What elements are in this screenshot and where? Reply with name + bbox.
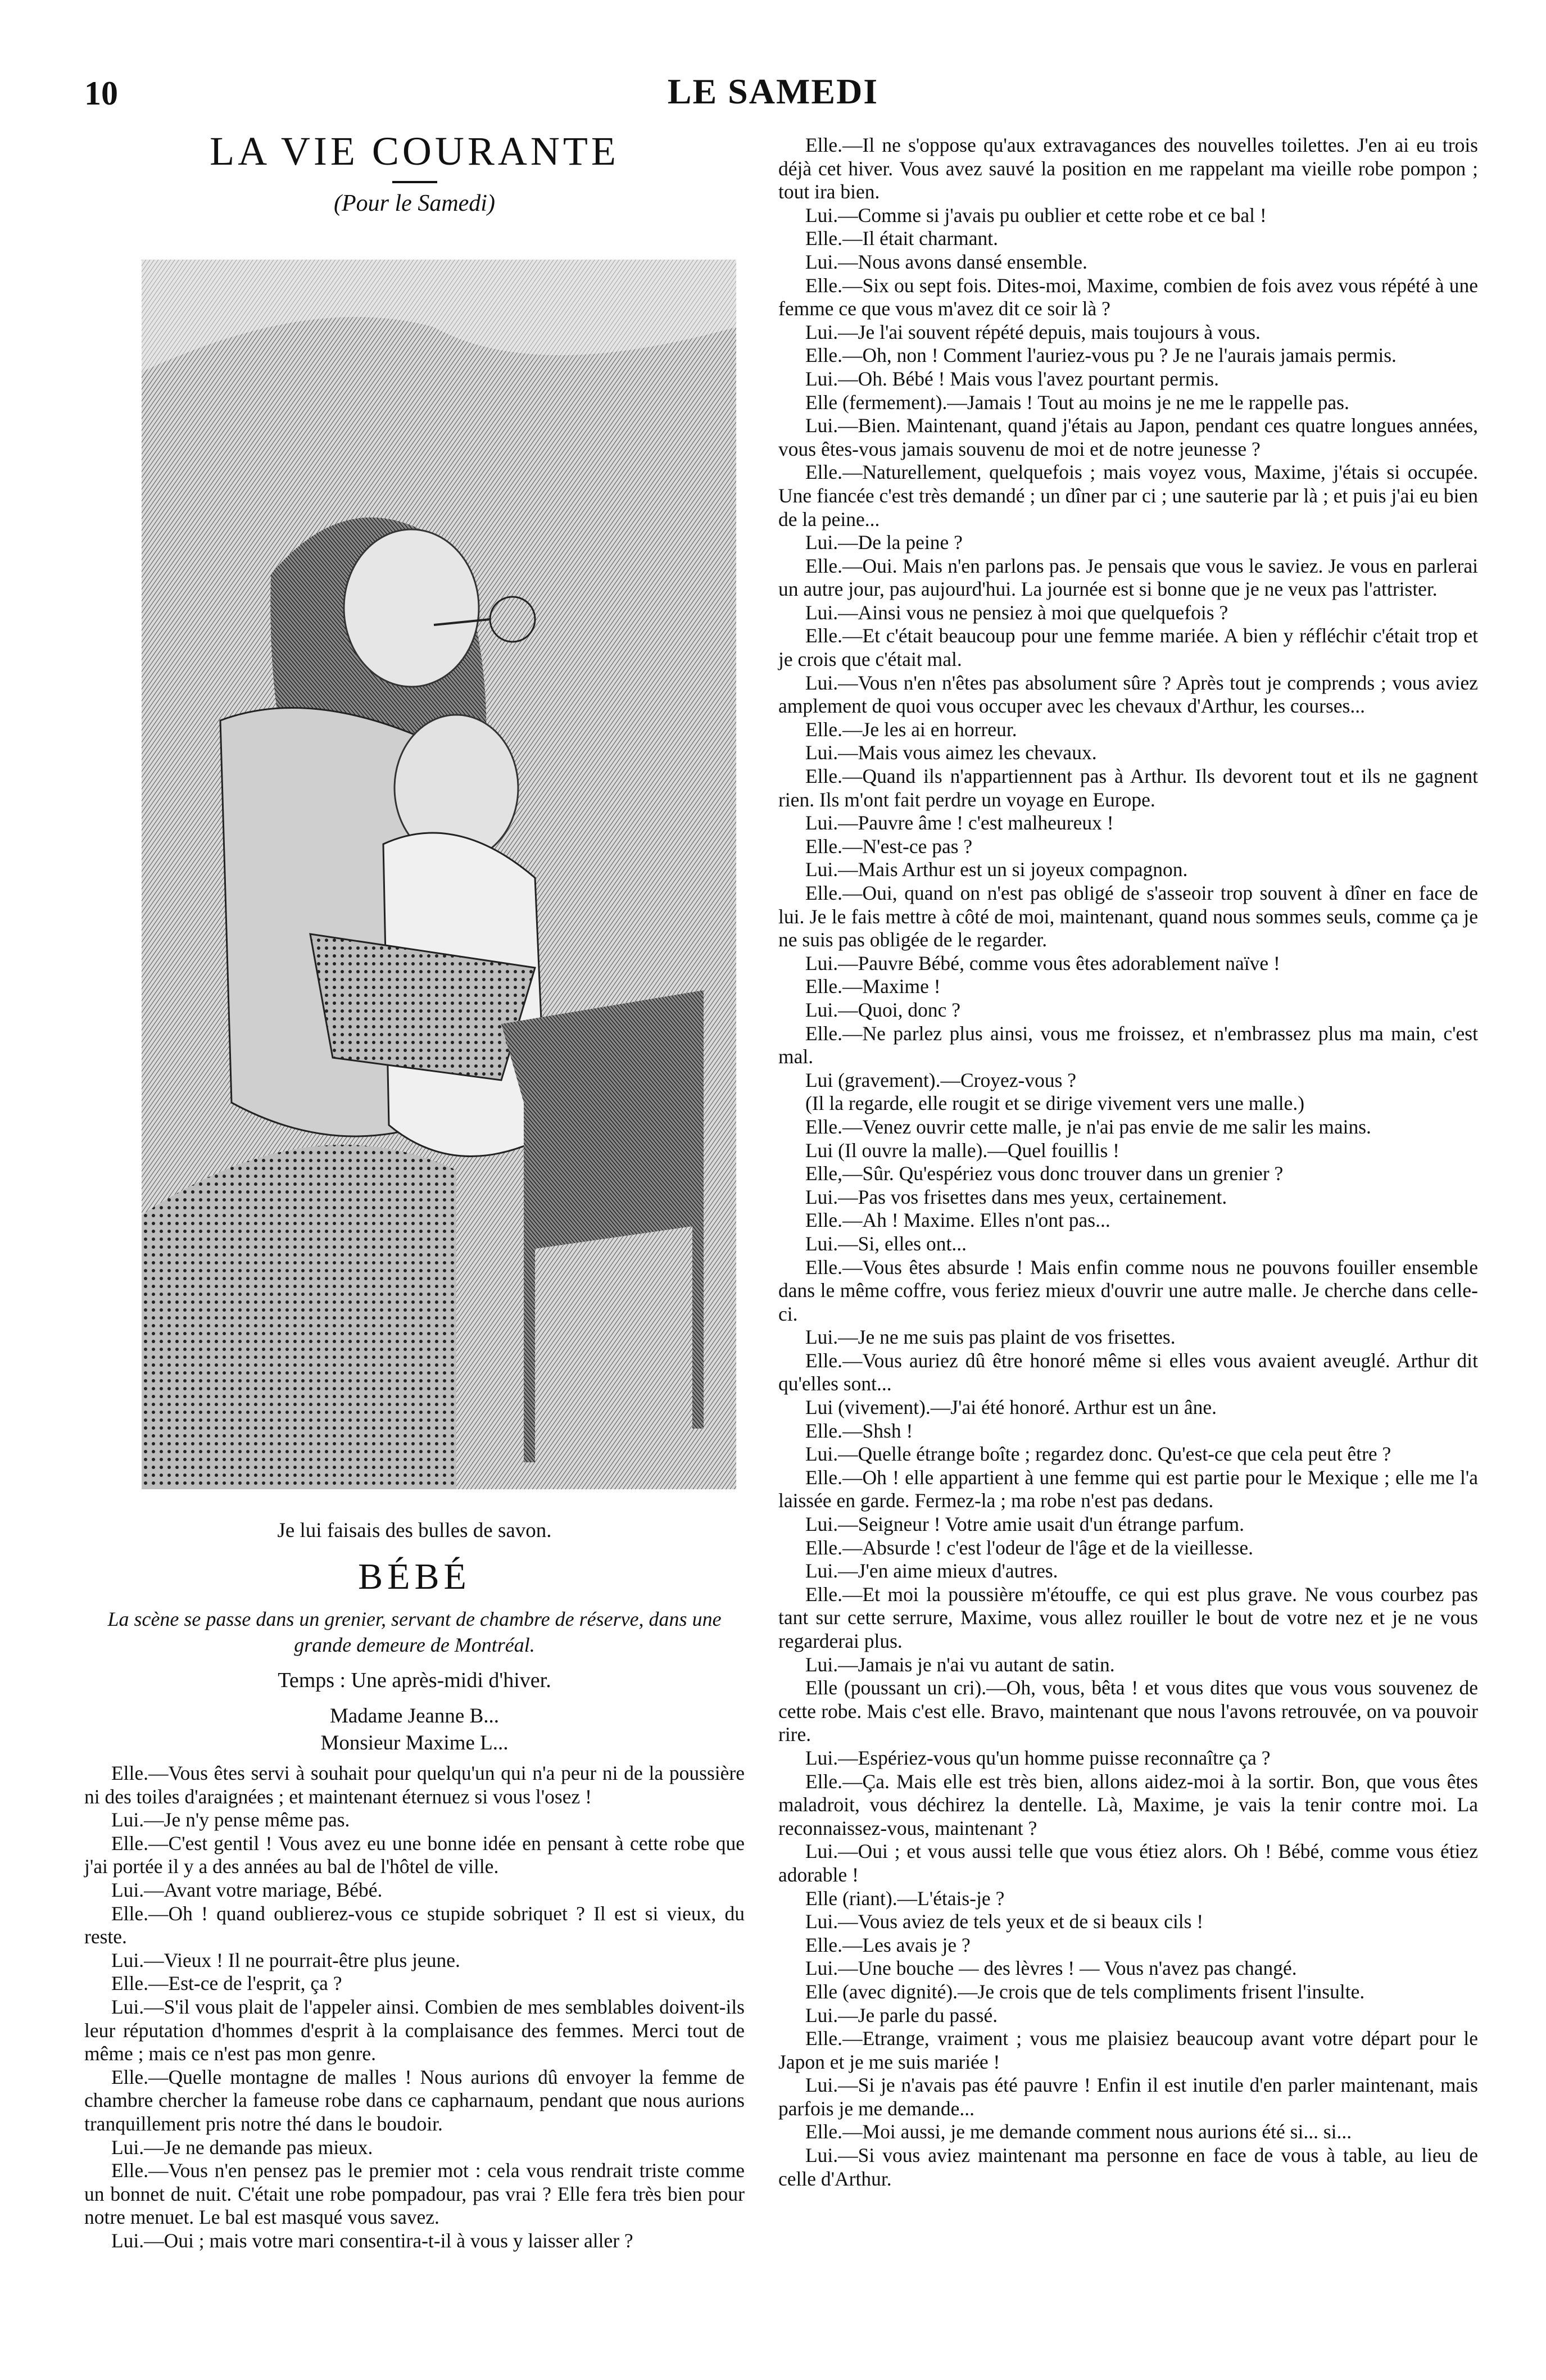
dialogue-line: Elle.—Shsh ! [805, 1419, 913, 1442]
cast-member: Monsieur Maxime L... [320, 1731, 509, 1755]
dialogue-line: Elle,—Sûr. Qu'espériez vous donc trouver dans un grenier ? [805, 1162, 1284, 1185]
illustration-caption: Je lui faisais des bulles de savon. [277, 1519, 552, 1542]
dialogue-line: Elle.—Vous auriez dû être honoré même si elles vous avaient aveuglé. Arthur dit qu'elles sont... [778, 1349, 1478, 1395]
dialogue-line: Lui.—Une bouche — des lèvres ! — Vous n'avez pas changé. [805, 1957, 1297, 1980]
dialogue-line: (Il la regarde, elle rougit et se dirige vivement vers une malle.) [805, 1092, 1305, 1115]
cast-list [84, 1703, 745, 1757]
dialogue-line: Elle.—Absurde ! c'est l'odeur de l'âge et de la vieillesse. [805, 1536, 1253, 1559]
time-note: Temps : Une après-midi d'hiver. [278, 1669, 551, 1692]
dialogue-line: Lui.—Pauvre âme ! c'est malheureux ! [805, 812, 1114, 835]
dialogue-line: Elle.—Je les ai en horreur. [805, 718, 1017, 741]
dialogue-line: Elle (fermement).—Jamais ! Tout au moins je ne me le rappelle pas. [805, 391, 1349, 414]
dialogue-line: Lui.—Je parle du passé. [805, 2003, 998, 2027]
section-title: LA VIE COURANTE [210, 129, 619, 174]
dialogue-line: Elle (riant).—L'étais-je ? [805, 1887, 1005, 1910]
dialogue-line: Lui.—Quelle étrange boîte ; regardez donc. Qu'est-ce que cela peut être ? [805, 1443, 1391, 1466]
dialogue-line: Lui.—Quoi, donc ? [805, 998, 961, 1021]
dialogue-line: Lui.—Espériez-vous qu'un homme puisse reconnaître ça ? [805, 1746, 1271, 1769]
dialogue-line: Lui.—Si, elles ont... [805, 1232, 967, 1255]
dialogue-line: Lui.—Oh. Bébé ! Mais vous l'avez pourtant permis. [805, 367, 1219, 390]
dialogue-line: Elle.—Ça. Mais elle est très bien, allons aidez-moi à la sortir. Bon, que vous êtes maladroit, vous déchirez la dentelle. Là, Maxime, je vais la tenir contre moi. La reconnaissez-vous, maintenant ? [778, 1770, 1478, 1839]
dialogue-line: Lui (Il ouvre la malle).—Quel fouillis ! [805, 1139, 1119, 1162]
dialogue-line: Lui.—Je n'y pense même pas. [111, 1808, 350, 1832]
dialogue-line: Elle.—Ah ! Maxime. Elles n'ont pas... [805, 1209, 1110, 1232]
dialogue-line: Elle.—Il ne s'oppose qu'aux extravagances des nouvelles toilettes. J'en ai eu trois déjà cet hiver. Vous avez sauvé la position en me rappelant ma vieille robe pompon ; tout ira bien. [778, 134, 1478, 203]
dialogue-line: Lui.—Je ne demande pas mieux. [111, 2136, 373, 2159]
dialogue-line: Elle.—Oh, non ! Comment l'auriez-vous pu ? Je ne l'aurais jamais permis. [805, 344, 1397, 367]
dialogue-line: Lui.—Mais vous aimez les chevaux. [805, 741, 1097, 764]
dialogue-line: Lui.—Comme si j'avais pu oublier et cette robe et ce bal ! [805, 203, 1267, 226]
dialogue-line: Elle.—Quand ils n'appartiennent pas à Arthur. Ils devorent tout et ils ne gagnent rien. Ils m'ont fait perdre un voyage en Europe. [778, 765, 1478, 811]
dialogue-line: Lui.—Je ne me suis pas plaint de vos frisettes. [805, 1326, 1176, 1349]
dialogue-line: Lui.—Si je n'avais pas été pauvre ! Enfin il est inutile d'en parler maintenant, mais parfois je me demande... [778, 2074, 1478, 2120]
dialogue-line: Lui.—S'il vous plait de l'appeler ainsi. Combien de mes semblables doivent-ils leur réputation d'hommes d'esprit à la complaisance des femmes. Merci tout de même ; mais ce n'est pas mon genre. [84, 1995, 745, 2065]
dialogue-line: Elle.—Vous n'en pensez pas le premier mot : cela vous rendrait triste comme un bonnet de nuit. C'était une robe pompadour, pas vrai ? Elle fera très bien pour notre menuet. Le bal est masqué vous savez. [84, 2159, 745, 2229]
dialogue-line: Elle.—Oh ! quand oublierez-vous ce stupide sobriquet ? Il est si vieux, du reste. [84, 1902, 745, 1948]
dialogue-line: Lui.—Si vous aviez maintenant ma personne en face de vous à table, au lieu de celle d'Arthur. [778, 2144, 1478, 2190]
dialogue-line: Elle.—Moi aussi, je me demande comment nous aurions été si... si... [805, 2120, 1352, 2143]
dialogue-line: Lui.—Oui ; et vous aussi telle que vous étiez alors. Oh ! Bébé, comme vous étiez adorable ! [778, 1840, 1478, 1886]
story-title: BÉBÉ [358, 1556, 471, 1597]
dialogue-line: Elle.—C'est gentil ! Vous avez eu une bonne idée en pensant à cette robe que j'ai portée il y a des années au bal de l'hôtel de ville. [84, 1832, 745, 1878]
dialogue-line: Lui (vivement).—J'ai été honoré. Arthur est un âne. [805, 1396, 1217, 1419]
page-header [0, 0, 1546, 112]
section-subtitle: (Pour le Samedi) [334, 191, 495, 216]
dialogue-line: Lui.—De la peine ? [805, 531, 963, 554]
dialogue-line: Elle.—Oui, quand on n'est pas obligé de s'asseoir trop souvent à dîner en face de lui. Je le fais mettre à côté de moi, maintenant, quand nous sommes seuls, comme ça je ne suis pas obligée de le regarder. [778, 882, 1478, 951]
dialogue-line: Elle.—Quelle montagne de malles ! Nous aurions dû envoyer la femme de chambre chercher la fameuse robe dans ce capharnaum, pendant que nous aurions tranquillement pris notre thé dans le boudoir. [84, 2065, 745, 2135]
engraving-illustration [142, 260, 736, 1489]
dialogue-line: Lui.—Oui ; mais votre mari consentira-t-il à vous y laisser aller ? [111, 2229, 633, 2252]
dialogue-line: Lui.—Seigneur ! Votre amie usait d'un étrange parfum. [805, 1513, 1244, 1536]
dialogue-line: Lui.—Nous avons dansé ensemble. [805, 250, 1087, 273]
dialogue-line: Elle.—Les avais je ? [805, 1933, 971, 1956]
cast-member: Madame Jeanne B... [329, 1704, 500, 1728]
dialogue-line: Lui.—Vous n'en n'êtes pas absolument sûre ? Après tout je comprends ; vous aviez amplement de quoi vous occuper avec les chevaux d'Arthur, les courses... [778, 671, 1478, 718]
dialogue-line: Elle.—Il était charmant. [805, 227, 999, 250]
right-column-dialogue [778, 134, 1478, 2191]
dialogue-line: Elle.—Oh ! elle appartient à une femme qui est partie pour le Mexique ; elle me l'a laissée en garde. Fermez-la ; ma robe n'est pas dedans. [778, 1466, 1478, 1512]
dialogue-line: Elle.—Oui. Mais n'en parlons pas. Je pensais que vous le saviez. Je vous en parlerai un autre jour, pas aujourd'hui. La journée est si bonne que je ne veux pas l'attrister. [778, 554, 1478, 601]
left-column-dialogue [84, 1762, 745, 2252]
dialogue-line: Elle.—Maxime ! [805, 975, 941, 998]
dialogue-line: Elle.—Six ou sept fois. Dites-moi, Maxime, combien de fois avez vous répété à une femme ce que vous m'avez dit ce soir là ? [778, 274, 1478, 320]
dress-skirt [142, 1145, 456, 1489]
dialogue-line: Elle.—Etrange, vraiment ; vous me plaisiez beaucoup avant votre départ pour le Japon et je me suis mariée ! [778, 2027, 1478, 2073]
dialogue-line: Elle.—Vous êtes absurde ! Mais enfin comme nous ne pouvons fouiller ensemble dans le même coffre, vous feriez mieux d'ouvrir une autre malle. Je cherche dans celle-ci. [778, 1255, 1478, 1325]
dialogue-line: Elle.—Venez ouvrir cette malle, je n'ai pas envie de me salir les mains. [805, 1115, 1371, 1138]
dialogue-line: Elle.—Ne parlez plus ainsi, vous me froissez, et n'embrassez plus ma main, c'est mal. [778, 1022, 1478, 1068]
dialogue-line: Lui.—Ainsi vous ne pensiez à moi que quelquefois ? [805, 601, 1228, 624]
dialogue-line: Lui.—J'en aime mieux d'autres. [805, 1560, 1058, 1583]
dialogue-line: Lui.—Pas vos frisettes dans mes yeux, certainement. [805, 1185, 1227, 1208]
dialogue-line: Lui.—Vieux ! Il ne pourrait-être plus jeune. [111, 1948, 460, 1971]
dialogue-line: Elle.—N'est-ce pas ? [805, 835, 973, 858]
dialogue-line: Elle.—Naturellement, quelquefois ; mais voyez vous, Maxime, j'étais si occupée. Une fiancée c'est très demandé ; un dîner par ci ; une sauterie par là ; et puis j'ai eu bien de la peine... [778, 461, 1478, 531]
dialogue-line: Elle.—Et c'était beaucoup pour une femme mariée. A bien y réfléchir c'était trop et je crois que c'était mal. [778, 624, 1478, 671]
dialogue-line: Lui.—Bien. Maintenant, quand j'étais au Japon, pendant ces quatre longues années, vous êtes-vous jamais souvenu de moi et de notre jeunesse ? [778, 414, 1478, 460]
dialogue-line: Lui (gravement).—Croyez-vous ? [805, 1068, 1077, 1091]
dialogue-line: Lui.—Vous aviez de tels yeux et de si beaux cils ! [805, 1910, 1204, 1933]
section-rule [392, 181, 437, 183]
dialogue-line: Lui.—Jamais je n'ai vu autant de satin. [805, 1653, 1115, 1676]
dialogue-line: Lui.—Avant votre mariage, Bébé. [111, 1878, 383, 1901]
dialogue-line: Lui.—Pauvre Bébé, comme vous êtes adorablement naïve ! [805, 951, 1280, 974]
dialogue-line: Elle.—Vous êtes servi à souhait pour quelqu'un qui n'a peur ni de la poussière ni des toiles d'araignées ; et maintenant éternuez si vous l'osez ! [84, 1762, 745, 1808]
dialogue-line: Elle.—Est-ce de l'esprit, ça ? [111, 1972, 342, 1995]
dialogue-line: Elle (avec dignité).—Je crois que de tels compliments frisent l'insulte. [805, 1980, 1365, 2003]
dialogue-line: Elle (poussant un cri).—Oh, vous, bêta ! et vous dites que vous vous souvenez de cette robe. Mais c'est elle. Bravo, maintenant que nous l'avons retrouvée, on va pouvoir rire. [778, 1676, 1478, 1746]
woman-face [344, 529, 479, 687]
page-number: 10 [84, 75, 118, 112]
scene-description: La scène se passe dans un grenier, servant de chambre de réserve, dans une grande demeure de Montréal. [107, 1608, 722, 1656]
dialogue-line: Elle.—Et moi la poussière m'étouffe, ce qui est plus grave. Ne vous courbez pas tant sur cette serrure, Maxime, vous allez rouiller le bout de votre nez et je ne vous regarderai plus. [778, 1583, 1478, 1652]
dialogue-line: Lui.—Je l'ai souvent répété depuis, mais toujours à vous. [805, 320, 1261, 343]
dialogue-line: Lui.—Mais Arthur est un si joyeux compagnon. [805, 858, 1188, 881]
masthead: LE SAMEDI [667, 71, 879, 111]
